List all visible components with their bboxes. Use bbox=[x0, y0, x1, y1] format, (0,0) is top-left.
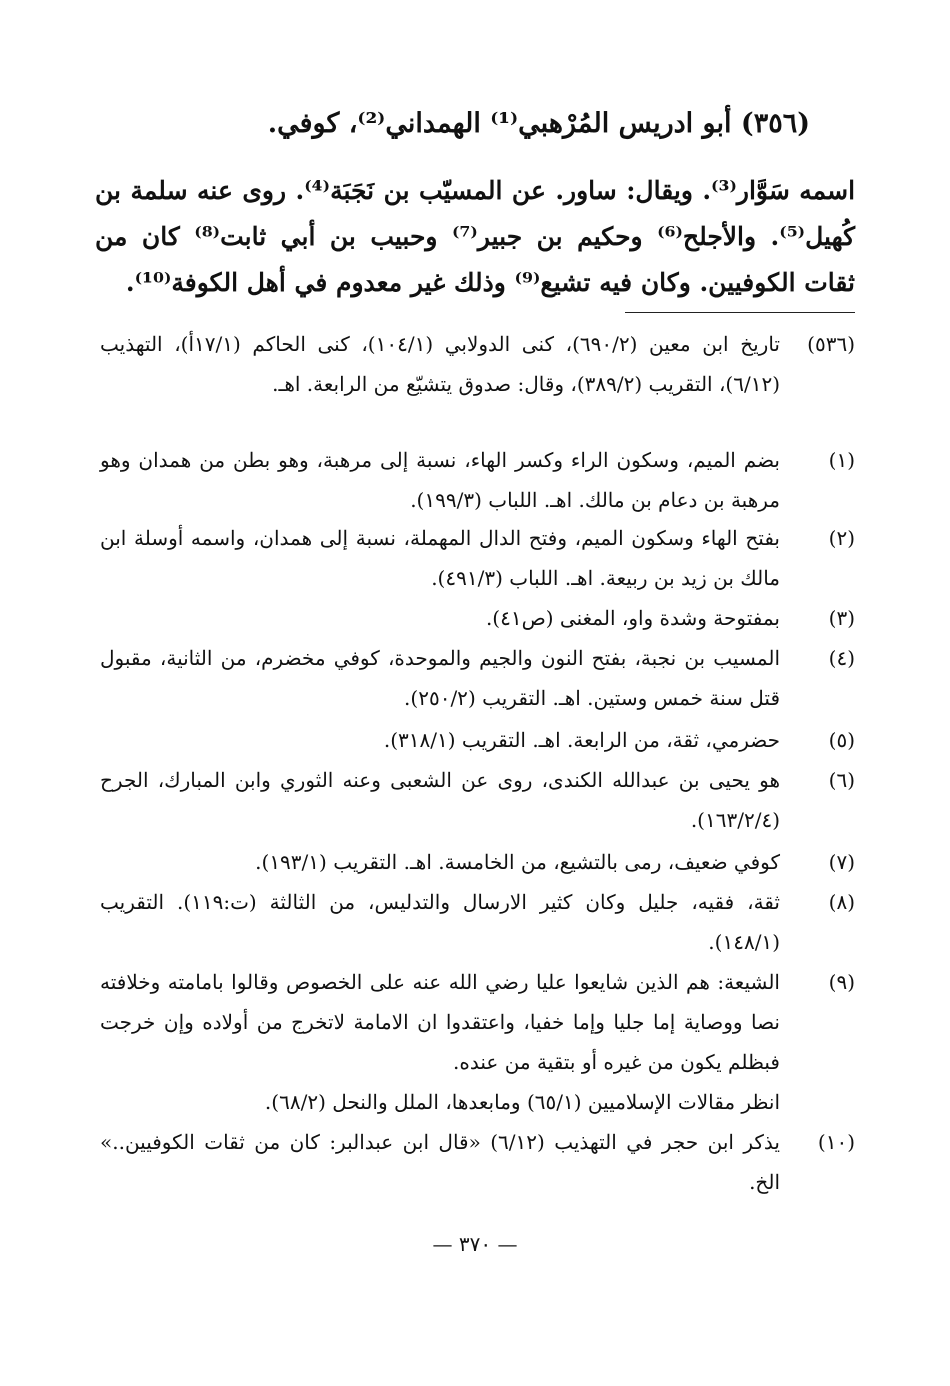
footnote-number: (٥) bbox=[828, 728, 855, 752]
footnote-number: (٧) bbox=[828, 850, 855, 874]
footnote-text: المسيب بن نجبة، بفتح النون والجيم والموحدة، كوفي مخضرم، من الثانية، مقبول قتل سنة خمس وستين. اهـ. التقريب (٢٥٠/٢). bbox=[100, 646, 780, 710]
footnote-number: (٦) bbox=[828, 768, 855, 792]
footnote-number: (٤) bbox=[828, 646, 855, 670]
main-text-paragraph: اسمه سَوَّار⁽³⁾. ويقال: ساور. عن المسيّب بن نَجَبَة⁽⁴⁾. روى عنه سلمة بن كُهيل⁽⁵⁾. والأجلح⁽⁶⁾ وحكيم بن جبير⁽⁷⁾ وحبيب بن أبي ثابت⁽⁸⁾ كان من ثقات الكوفيين. وكان فيه تشيع⁽⁹⁾ وذلك غير معدوم في أهل الكوفة⁽¹⁰⁾. bbox=[95, 176, 856, 297]
footnote-number: (١) bbox=[828, 448, 855, 472]
footnote-9-reference: انظر مقالات الإسلاميين (٦٥/١) ومابعدها، الملل والنحل (٦٨/٢). bbox=[264, 1090, 780, 1114]
footnote-text: هو يحيى بن عبدالله الكندى، روى عن الشعبى وعنه الثوري وابن المبارك، الجرح (١٦٣/٢/٤). bbox=[100, 768, 780, 832]
footnote-text: كوفي ضعيف، رمى بالتشيع، من الخامسة. اهـ. التقريب (١٩٣/١). bbox=[255, 850, 780, 874]
footnote-text: تاريخ ابن معين (٦٩٠/٢)، كنى الدولابي (١٠٤/١)، كنى الحاكم (١٧/١أ)، التهذيب (٦/١٢)، التقريب (٣٨٩/٢)، وقال: صدوق يتشيّع من الرابعة. اهـ. bbox=[100, 332, 780, 396]
footnote-text: حضرمي، ثقة، من الرابعة. اهـ. التقريب (٣١٨/١). bbox=[383, 728, 780, 752]
footnote-text: بضم الميم، وسكون الراء وكسر الهاء، نسبة إلى مرهبة، وهو بطن من همدان وهو مرهبة بن دعام بن مالك. اهـ. اللباب (١٩٩/٣). bbox=[100, 448, 780, 512]
footnote-number: (٢) bbox=[828, 526, 855, 550]
footnote-number: (٥٣٦) bbox=[807, 332, 855, 356]
footnote-number: (١٠) bbox=[817, 1130, 855, 1154]
footnote-number: (٨) bbox=[828, 890, 855, 914]
footnote-number: (٣) bbox=[828, 606, 855, 630]
footnote-text: بمفتوحة وشدة واو، المغنى (ص٤١). bbox=[485, 606, 780, 630]
entry-heading: (٣٥٦) أبو ادريس المُرْهبي⁽¹⁾ الهمداني⁽²⁾، كوفي. bbox=[267, 108, 810, 139]
footnote-number: (٩) bbox=[828, 970, 855, 994]
footnote-text: يذكر ابن حجر في التهذيب (٦/١٢) «قال ابن عبدالبر: كان من ثقات الكوفيين..» الخ. bbox=[100, 1130, 780, 1194]
footnote-text: بفتح الهاء وسكون الميم، وفتح الدال المهملة، نسبة إلى همدان، واسمه أوسلة ابن مالك بن زيد بن ربيعة. اهـ. اللباب (٤٩١/٣). bbox=[100, 526, 780, 590]
footnote-text: الشيعة: هم الذين شايعوا عليا رضي الله عنه على الخصوص وقالوا بامامته وخلافته نصا ووصاية إما جليا وإما خفيا، واعتقدوا ان الامامة لاتخرج من أولاده وإن خرجت فبظلم يكون من غيره أو بتقية من عنده. bbox=[100, 970, 780, 1074]
page-number: — ٣٧٠ — bbox=[432, 1232, 518, 1256]
footnote-text: ثقة، فقيه، جليل وكان كثير الارسال والتدليس، من الثالثة (ت:١١٩). التقريب (١٤٨/١). bbox=[100, 890, 780, 954]
